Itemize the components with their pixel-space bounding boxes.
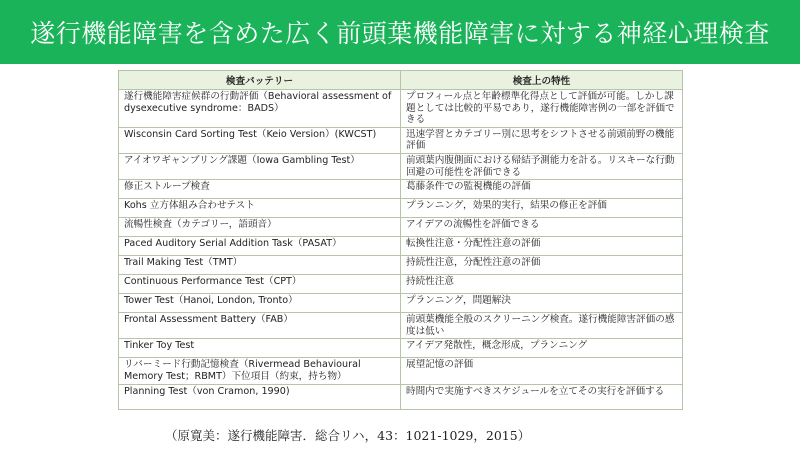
feature-cell: 前頭葉機能全般のスクリーニング検査。遂行機能障害評価の感度は低い [401, 313, 683, 339]
table-row [119, 339, 683, 358]
battery-cell: Wisconsin Card Sorting Test（Keio Version）(KWCST) [119, 127, 401, 153]
title-bar [0, 0, 800, 64]
feature-cell: 迅速学習とカテゴリー別に思考をシフトさせる前頭前野の機能評価 [401, 127, 683, 153]
battery-cell: Trail Making Test（TMT） [119, 256, 401, 275]
table-row [119, 127, 683, 153]
battery-cell: Paced Auditory Serial Addition Task（PASAT） [119, 237, 401, 256]
table-row [119, 384, 683, 409]
table-row [119, 237, 683, 256]
table-row [119, 275, 683, 294]
feature-cell: 持続性注意，分配性注意の評価 [401, 256, 683, 275]
table-row [119, 358, 683, 384]
battery-cell: 遂行機能障害症候群の行動評価（Behavioral assessment of dysexecutive syndrome：BADS） [119, 90, 401, 128]
battery-table [118, 70, 683, 410]
feature-cell: プランニング，問題解決 [401, 294, 683, 313]
page-title: 遂行機能障害を含めた広く前頭葉機能障害に対する神経心理検査 [30, 19, 770, 48]
table-row [119, 153, 683, 179]
feature-cell: 葛藤条件での監視機能の評価 [401, 180, 683, 199]
table-container [118, 70, 682, 410]
battery-cell: Frontal Assessment Battery（FAB） [119, 313, 401, 339]
battery-cell: Kohs 立方体組み合わせテスト [119, 199, 401, 218]
table-row [119, 90, 683, 128]
feature-cell: 展望記憶の評価 [401, 358, 683, 384]
table-row [119, 256, 683, 275]
table-row [119, 218, 683, 237]
battery-cell: 修正ストループ検査 [119, 180, 401, 199]
battery-cell: Tower Test（Hanoi, London, Tronto） [119, 294, 401, 313]
table-row [119, 199, 683, 218]
feature-cell: 前頭葉内腹側面における帰結予測能力を計る。リスキーな行動回避の可能性を評価できる [401, 153, 683, 179]
battery-cell: リバーミード行動記憶検査（Rivermead Behavioural Memory Test；RBMT）下位項目（約束，持ち物） [119, 358, 401, 384]
battery-cell: 流暢性検査（カテゴリー，語頭音） [119, 218, 401, 237]
battery-cell: Continuous Performance Test（CPT） [119, 275, 401, 294]
feature-cell: アイデアの流暢性を評価できる [401, 218, 683, 237]
feature-cell: プランニング，効果的実行，結果の修正を評価 [401, 199, 683, 218]
battery-cell: アイオワギャンブリング課題（Iowa Gambling Test） [119, 153, 401, 179]
battery-cell: Planning Test（von Cramon, 1990) [119, 384, 401, 409]
battery-cell: Tinker Toy Test [119, 339, 401, 358]
citation-caption: （原寛美：遂行機能障害．総合リハ，43：1021-1029，2015） [165, 428, 531, 443]
feature-cell: プロフィール点と年齢標準化得点として評価が可能。しかし課題としては比較的平易であり，遂行機能障害例の一部を評価できる [401, 90, 683, 128]
feature-cell: 持続性注意 [401, 275, 683, 294]
table-row [119, 180, 683, 199]
feature-cell: 転換性注意・分配性注意の評価 [401, 237, 683, 256]
table-header-row [119, 71, 683, 90]
header-battery: 検査バッテリー [119, 71, 401, 90]
header-feature: 検査上の特性 [401, 71, 683, 90]
feature-cell: 時間内で実施すべきスケジュールを立てその実行を評価する [401, 384, 683, 409]
table-row [119, 294, 683, 313]
table-row [119, 313, 683, 339]
feature-cell: アイデア発散性，概念形成，プランニング [401, 339, 683, 358]
